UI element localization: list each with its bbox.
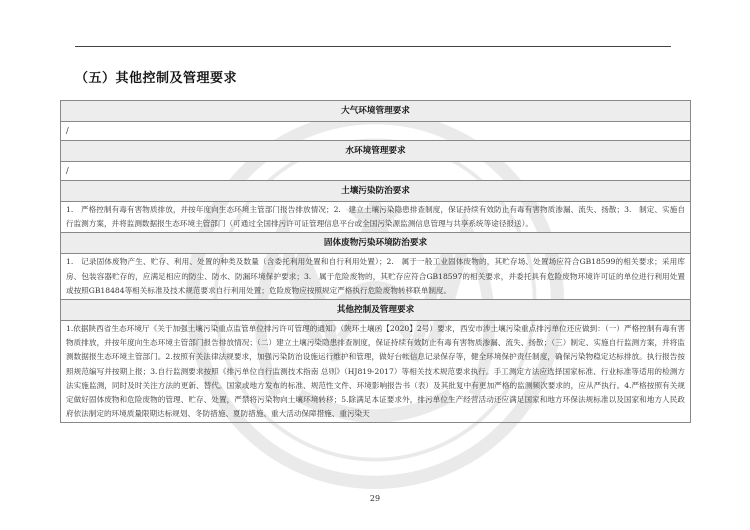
- solid-waste-requirements-content: 1. 记录固体废物产生、贮存、利用、处置的种类及数量（含委托利用处置和自行利用处置）；2. 属于一般工业固体废物的，其贮存场、处置场应符合GB18599的相关要求；采用库房、包装容器贮存的，应满足相应的防尘、防水、防漏环境保护要求；3. 属于危险废物的，其贮存应符合GB18597的相关要求，并委托具有危险废物环境许可证的单位进行利用处置或按照GB18484等相关标准及技术规范要求自行利用处置；危险废物应按照规定严格执行危险废物转移联单制度。: [61, 254, 691, 300]
- soil-requirements-header: 土壤污染防治要求: [61, 181, 691, 202]
- water-requirements-content: /: [61, 162, 691, 181]
- other-requirements-header: 其他控制及管理要求: [61, 300, 691, 321]
- other-requirements-content: 1.依据陕西省生态环境厅《关于加强土壤污染重点监管单位排污许可管理的通知》（陕环土壤函【2020】2号）要求，西安市涉土壤污染重点排污单位还应做到：（一）严格控制有毒有害物质排放，并按年度向生态环境主管部门报告排放情况；（二）建立土壤污染隐患排查制度，保证持续有效防止有毒有害物质渗漏、流失、扬散；（三）制定、实施自行监测方案，并将监测数据报生态环境主管部门。2.按照有关法律法规要求，加强污染防治设施运行维护和管理，做好台帐信息记录保存等，健全环境保护责任制度，确保污染物稳定达标排放。执行报告按照规范编写并按期上报；3.自行监测要求按照《排污单位自行监测技术指南 总则》（HJ819-2017）等相关技术规范要求执行。手工测定方法应选择国家标准、行业标准等适用的检测方法实施监测，同时及时关注方法的更新、替代。国家或地方发布的标准、规范性文件、环境影响报告书（表）及其批复中有更加严格的监测频次要求的，应从严执行。4.严格按照有关规定做好固体废物和危险废物的管理、贮存、处置，严禁将污染物向土壤环境转移；5.除满足本证要求外，排污单位生产经营活动还应满足国家和地方环保法规标准以及国家和地方人民政府依法制定的环境质量限期达标规划、冬防措施、夏防措施、重大活动保障措施、重污染天: [61, 321, 691, 423]
- soil-requirements-content: 1. 严格控制有毒有害物质排放，并按年度向生态环境主管部门报告排放情况；2. 建立土壤污染隐患排查制度，保证持续有效防止有毒有害物质渗漏、流失、扬散；3. 制定、实施自行监测方案，并将监测数据报生态环境主管部门（可通过全国排污许可证管理信息平台或全国污染源监测信息管理与共享系统等途径报送）。: [61, 202, 691, 233]
- solid-waste-requirements-header: 固体废物污染环境防治要求: [61, 233, 691, 254]
- water-requirements-header: 水环境管理要求: [61, 141, 691, 162]
- page-number: 29: [369, 494, 381, 503]
- air-requirements-header: 大气环境管理要求: [61, 101, 691, 122]
- air-requirements-content: /: [61, 122, 691, 141]
- section-heading: （五）其他控制及管理要求: [75, 71, 238, 86]
- requirements-table: [60, 100, 691, 423]
- header-rule: [75, 46, 671, 47]
